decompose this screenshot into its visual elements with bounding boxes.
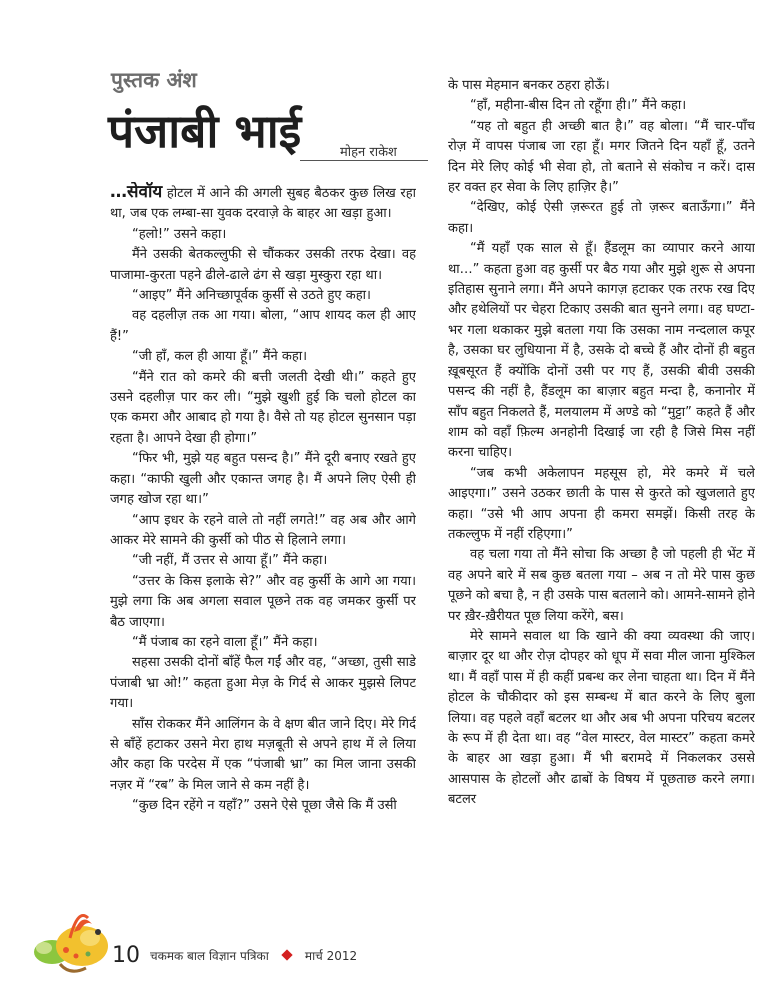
diamond-icon	[281, 949, 292, 960]
magazine-name: चकमक बाल विज्ञान पत्रिका	[150, 948, 269, 963]
footer	[112, 940, 357, 970]
lead-word: …सेवॉय	[110, 182, 163, 202]
paragraph: “मैं यहाँ एक साल से हूँ। हैंडलूम का व्यापार करने आया था…” कहता हुआ वह कुर्सी पर बैठ गया और मुझे शुरू से अपना इतिहास सुनाने लगा। मैंने अपने कागज़ हटाकर एक तरफ रख दिए और हथेलियों पर चेहरा टिकाए उसकी बात सुनने लगा। वह घण्टा-भर गला थकाकर मुझे बतला गया कि उसका नाम नन्दलाल कपूर है, उसका घर लुधियाना में है, उसके दो बच्चे हैं और दोनों ही बहुत ख़ूबसूरत हैं क्योंकि दोनों उसी पर गए हैं, उसकी बीवी उसकी पसन्द की नहीं है, हैंडलूम का बाज़ार बहुत मन्दा है, कनानोर में साँप बहुत निकलते हैं, मलयालम में अण्डे को “मुट्टा” कहते हैं और शाम को वहाँ फ़िल्म अनहोनी दिखाई जा रही है जिसे मिस नहीं करना चाहिए।	[448, 241, 755, 461]
paragraph: वह दहलीज़ तक आ गया। बोला, “आप शायद कल ही आए हैं!”	[110, 308, 416, 344]
lead-text: होटल में आने की अगली सुबह बैठकर कुछ लिख रहा था, जब एक लम्बा-सा युवक दरवाज़े के बाहर आ खड़ा हुआ।	[110, 186, 416, 222]
section-label: पुस्तक अंश	[111, 68, 197, 92]
paragraph: मैंने उसकी बेतकल्लुफी से चौंककर उसकी तरफ देखा। वह पाजामा-कुरता पहने ढीले-ढाले ढंग से खड़ा मुस्कुरा रहा था।	[110, 247, 416, 283]
author-name: मोहन राकेश	[340, 145, 397, 160]
paragraph: वह चला गया तो मैंने सोचा कि अच्छा है जो पहली ही भेंट में वह अपने बारे में सब कुछ बतला गया – अब न तो मेरे पास कुछ पूछने को बचा है, न ही उसके पास बतलाने को। आमने-सामने होने पर ख़ैर-ख़ैरीयत पूछ लिया करेंगे, बस।	[448, 547, 755, 624]
paragraph: “मैं पंजाब का रहने वाला हूँ।” मैंने कहा।	[132, 634, 318, 650]
issue-date: मार्च 2012	[304, 948, 358, 963]
paragraph: “कुछ दिन रहेंगे न यहाँ?” उसने ऐसे पूछा जैसे कि मैं उसी	[132, 798, 397, 814]
continuation-paragraph: के पास मेहमान बनकर ठहरा होऊँ।	[448, 78, 610, 93]
right-column	[448, 76, 755, 894]
left-column	[110, 182, 416, 894]
lead-paragraph	[110, 182, 416, 225]
article-title: पंजाबी भाई	[108, 104, 302, 158]
paragraph: सहसा उसकी दोनों बाँहें फैल गईं और वह, “अच्छा, तुसी साडे पंजाबी भ्रा ओ!” कहता हुआ मेज़ के गिर्द से आकर मुझसे लिपट गया।	[110, 655, 416, 712]
paragraph: “आइए” मैंने अनिच्छापूर्वक कुर्सी से उठते हुए कहा।	[132, 288, 371, 304]
paragraph: “मैंने रात को कमरे की बत्ती जलती देखी थी।” कहते हुए उसने दहलीज़ पार कर ली। “मुझे खुशी हुई कि चलो होटल का एक कमरा और आबाद हो गया है। वैसे तो यह होटल सुनसान पड़ा रहता है। आपने देखा ही होगा।”	[110, 369, 416, 446]
paragraph: साँस रोककर मैंने आलिंगन के वे क्षण बीत जाने दिए। मेरे गिर्द से बाँहें हटाकर उसने मेरा हाथ मज़बूती से अपने हाथ में ले लिया और कहा कि परदेस में एक “पंजाबी भ्रा” का मिल जाना उसकी नज़र में “रब” के मिल जाने से कम नहीं है।	[110, 716, 416, 793]
paragraph: “आप इधर के रहने वाले तो नहीं लगते!” वह अब और आगे आकर मेरे सामने की कुर्सी को पीठ से हिलाने लगा।	[110, 512, 416, 548]
paragraph: मेरे सामने सवाल था कि खाने की क्या व्यवस्था की जाए। बाज़ार दूर था और रोज़ दोपहर को धूप में सवा मील जाना मुश्किल था। मैं वहाँ पास में ही कहीं प्रबन्ध कर लेना चाहता था। दिन में मैंने होटल के चौकीदार को इस सम्बन्ध में बात करने के लिए बुला लिया। वह पहले वहाँ बटलर था और अब भी अपना परिचय बटलर के रूप में ही देता था। वह “वेल मास्टर, वेल मास्टर” कहता कमरे के बाहर आ खड़ा हुआ। मैं भी बरामदे में निकलकर उससे आसपास के होटलों और ढाबों के विषय में पूछताछ करने लगा। बटलर	[448, 628, 755, 808]
page-number: 10	[112, 942, 140, 968]
paragraph: “हलो!” उसने कहा।	[132, 226, 227, 242]
paragraph: “जब कभी अकेलापन महसूस हो, मेरे कमरे में चले आइएगा।” उसने उठकर छाती के पास से कुरते को खुजलाते हुए कहा। “उसे भी आप अपना ही कमरा समझें। किसी तरह के तकल्लुफ में नहीं रहिएगा।”	[448, 465, 755, 542]
paragraph: “देखिए, कोई ऐसी ज़रूरत हुई तो ज़रूर बताऊँगा।” मैंने कहा।	[448, 200, 755, 236]
paragraph: “फिर भी, मुझे यह बहुत पसन्द है।” मैंने दूरी बनाए रखते हुए कहा। “काफी खुली और एकान्त जगह है। मैं अपने लिए ऐसी ही जगह खोज रहा था।”	[110, 451, 416, 508]
author-underline	[300, 160, 428, 161]
paragraph: “जी नहीं, मैं उत्तर से आया हूँ।” मैंने कहा।	[132, 553, 328, 569]
paragraph: “हाँ, महीना-बीस दिन तो रहूँगा ही।” मैंने कहा।	[470, 98, 687, 114]
bird-illustration-icon	[30, 902, 116, 982]
paragraph: “उत्तर के किस इलाके से?” और वह कुर्सी के आगे आ गया। मुझे लगा कि अब अगला सवाल पूछने तक वह जमकर कुर्सी पर बैठ जाएगा।	[110, 573, 416, 630]
paragraph: “यह तो बहुत ही अच्छी बात है।” वह बोला। “मैं चार-पाँच रोज़ में वापस पंजाब जा रहा हूँ। मगर जितने दिन यहाँ हूँ, उतने दिन मेरे लिए कोई भी सेवा हो, तो बताने से संकोच न करें। दास हर वक्त हर सेवा के लिए हाज़िर है।”	[448, 118, 755, 196]
paragraph: “जी हाँ, कल ही आया हूँ।” मैंने कहा।	[132, 349, 308, 365]
